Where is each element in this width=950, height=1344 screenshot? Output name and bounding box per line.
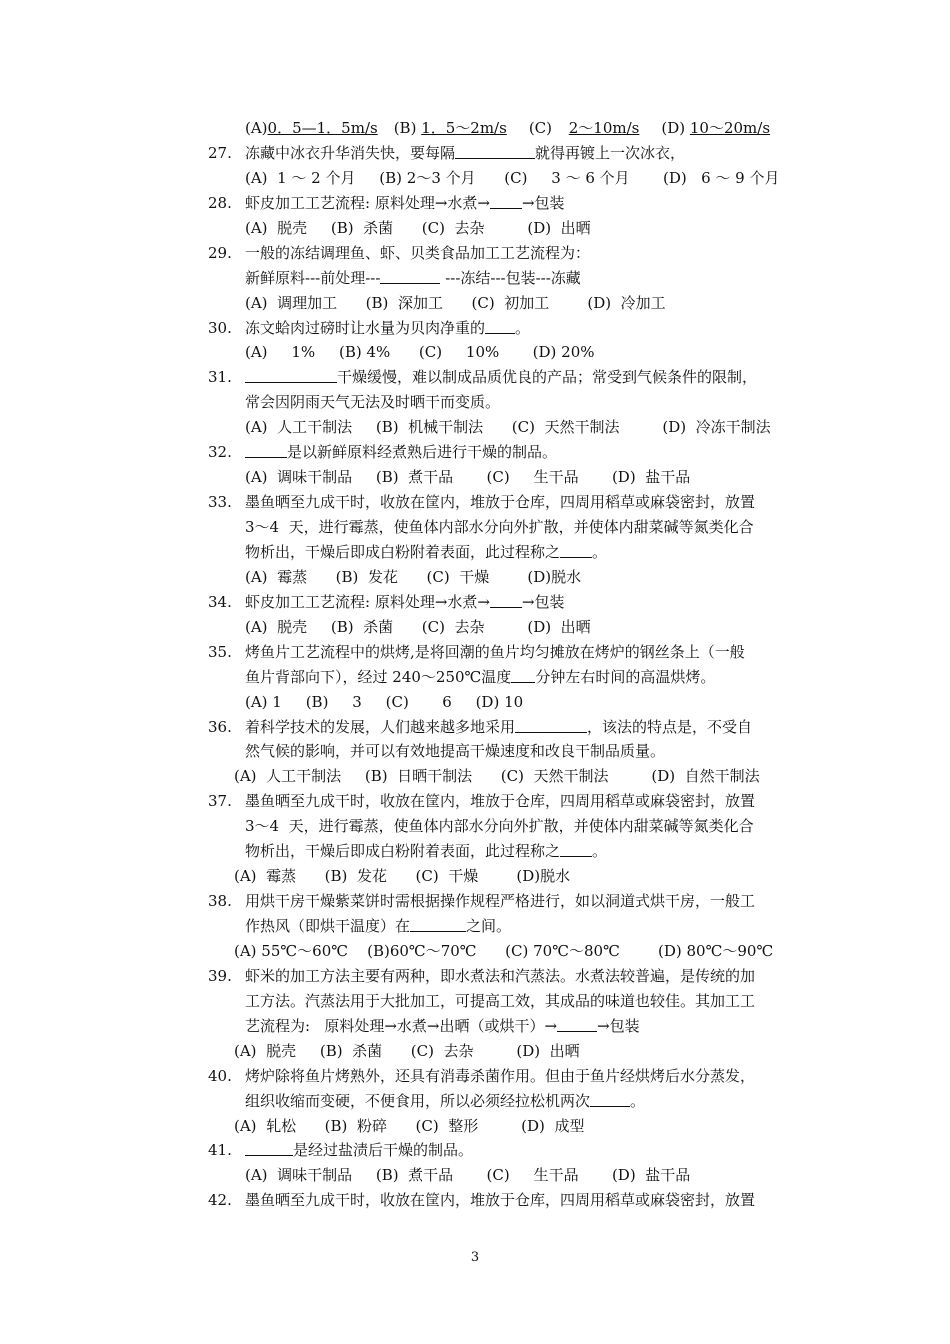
question-number: 37. [208,792,232,811]
question-list [208,116,808,1213]
question-options: (A) 调味干制品 (B) 煮干品 (C) 生干品 (D) 盐干品 [245,468,691,487]
answer-blank[interactable] [490,192,522,209]
answer-blank[interactable] [455,142,535,159]
answer-blank[interactable] [560,541,592,558]
question-options: (A) 脱壳 (B) 杀菌 (C) 去杂 (D) 出晒 [245,617,591,636]
question-number: 30. [208,318,232,337]
question-text: 组织收缩而变硬，不便食用，所以必须经拉松机两次 [245,1091,591,1110]
question-41 [208,1138,808,1163]
question-text: 就得再镀上一次冰衣， [535,143,686,162]
question-number: 27. [208,143,232,162]
question-text: 是以新鲜原料经煮熟后进行干燥的制品。 [287,443,558,462]
question-text: 用烘干房干燥紫菜饼时需根据操作规程严格进行，如以洞道式烘干房，一般工 [245,892,756,911]
question-36 [208,715,808,740]
question-text: →包装 [521,592,565,611]
question-text: 墨鱼晒至九成干时，收放在筐内，堆放于仓库，四周用稻草或麻袋密封，放置 [245,493,756,512]
question-text: 烤鱼片工艺流程中的烘烤,是将回潮的鱼片均匀摊放在烤炉的钢丝条上（一般 [245,642,745,661]
question-text: ---冻结---包装---冻藏 [440,268,581,287]
answer-blank[interactable] [410,915,466,932]
question-text: 新鲜原料---前处理--- [245,268,381,287]
question-text: ，该法的特点是，不受自 [587,717,753,736]
question-text: 烤炉除将鱼片烤熟外，还具有消毒杀菌作用。但由于鱼片经烘烤后水分蒸发， [245,1066,756,1085]
option-a: 0．5—1．5m/s [267,119,378,137]
option-a-label: (A) [245,119,268,137]
answer-blank[interactable] [511,666,535,683]
question-42 [208,1188,808,1213]
option-b: 1．5～2m/s [421,119,507,137]
question-options: (A) 轧松 (B) 粉碎 (C) 整形 (D) 成型 [234,1116,585,1135]
question-text: 虾米的加工方法主要有两种，即水煮法和汽蒸法。水煮法较普遍，是传统的加 [245,966,756,985]
question-text: 作热风（即烘干温度）在 [245,917,411,935]
question-options: (A) 1% (B) 4% (C) 10% (D) 20% [245,343,595,362]
question-number: 33. [208,493,232,512]
question-number: 41. [208,1141,232,1160]
question-number: 36. [208,717,232,736]
question-options: (A) 调理加工 (B) 深加工 (C) 初加工 (D) 冷加工 [245,293,666,312]
question-text: 3～4 天，进行霉蒸，使鱼体内部水分向外扩散，并使体内甜菜碱等氮类化合 [245,817,754,836]
question-options: (A) 1 ～ 2 个月 (B) 2～3 个月 (C) 3 ～ 6 个月 (D) 6 ～ 9 个月 [245,168,780,187]
option-d: 10～20m/s [689,119,771,137]
question-number: 31. [208,368,232,387]
question-text: 艺流程为: 原料处理→水煮→出晒（或烘干）→ [245,1016,558,1035]
question-text: 常会因阴雨天气无法及时晒干而变质。 [245,393,501,412]
question-text: 物析出，干燥后即成白粉附着表面，此过程称之 [245,842,561,861]
question-text: 墨鱼晒至九成干时，收放在筐内，堆放于仓库，四周用稻草或麻袋密封，放置 [245,792,756,811]
question-33 [208,490,808,515]
question-options: (A) 人工干制法 (B) 机械干制法 (C) 天然干制法 (D) 冷冻干制法 [245,418,771,437]
question-text: 虾皮加工工艺流程: 原料处理→水煮→ [245,193,490,212]
question-text: 。 [515,318,531,337]
question-number: 28. [208,193,232,212]
question-number: 29. [208,243,232,262]
question-number: 42. [208,1191,232,1210]
question-text: 然气候的影响，并可以有效地提高干燥速度和改良干制品质量。 [245,742,666,761]
option-d-label: (D) [661,119,690,137]
question-37 [208,789,808,814]
answer-blank[interactable] [490,591,522,608]
question-options: (A) 1 (B) 3 (C) 6 (D) 10 [245,692,524,711]
question-text: 3～4 天，进行霉蒸，使鱼体内部水分向外扩散，并使体内甜菜碱等氮类化合 [245,518,754,536]
question-options: (A) 脱壳 (B) 杀菌 (C) 去杂 (D) 出晒 [234,1041,580,1060]
question-32 [208,440,808,465]
question-number: 34. [208,592,232,611]
question-number: 39. [208,966,232,985]
question-text: 物析出，干燥后即成白粉附着表面，此过程称之 [245,542,561,561]
question-text: 之间。 [466,917,512,935]
question-31 [208,365,808,390]
question-options: (A) 霉蒸 (B) 发花 (C) 干燥 (D)脱水 [245,567,582,586]
answer-blank[interactable] [515,716,587,733]
answer-blank[interactable] [557,1015,597,1032]
question-text: 冻藏中冰衣升华消失快，要每隔 [245,143,456,162]
question-text: 工方法。汽蒸法用于大批加工，可提高工效，其成品的味道也较佳。其加工工 [245,991,756,1010]
page-number: 3 [470,1250,480,1265]
question-text: 一般的冻结调理鱼、虾、贝类食品加工工艺流程为： [245,243,591,262]
question-text: 鱼片背部向下），经过 240～250℃温度 [245,667,512,686]
option-c-label: (C) [528,119,557,137]
question-text: →包装 [597,1016,640,1035]
question-text: 。 [630,1091,646,1110]
answer-blank[interactable] [245,366,337,383]
answer-blank[interactable] [245,1139,293,1156]
q26-options [208,116,808,141]
question-text: 冻文蛤肉过磅时让水量为贝肉净重的 [245,318,486,337]
question-options: (A) 脱壳 (B) 杀菌 (C) 去杂 (D) 出晒 [245,218,591,237]
question-text: 分钟左右时间的高温烘烤。 [535,667,716,686]
question-options: (A) 55℃～60℃ (B)60℃～70℃ (C) 70℃～80℃ (D) 80℃～90℃ [234,941,774,960]
answer-blank[interactable] [560,840,592,857]
answer-blank[interactable] [380,267,440,284]
question-text: 。 [592,542,608,561]
answer-blank[interactable] [245,441,287,458]
question-text: 。 [592,842,608,861]
question-text: 着科学技术的发展，人们越来越多地采用 [245,717,516,736]
question-number: 38. [208,892,232,911]
answer-blank[interactable] [590,1090,630,1107]
question-text: 是经过盐渍后干燥的制品。 [293,1141,474,1160]
question-text: 虾皮加工工艺流程: 原料处理→水煮→ [245,592,490,611]
question-number: 40. [208,1066,232,1085]
answer-blank[interactable] [485,317,515,334]
option-b-label: (B) [393,119,422,137]
question-35 [208,640,808,665]
question-options: (A) 霉蒸 (B) 发花 (C) 干燥 (D)脱水 [234,867,571,886]
question-text: 墨鱼晒至九成干时，收放在筐内，堆放于仓库，四周用稻草或麻袋密封，放置 [245,1191,756,1210]
question-number: 32. [208,443,232,462]
question-text: 干燥缓慢，难以制成品质优良的产品；常受到气候条件的限制， [337,368,758,387]
question-38 [208,889,808,914]
question-34 [208,590,808,615]
question-27 [208,141,808,166]
option-c: 2～10m/s [568,119,640,137]
question-40 [208,1064,808,1089]
question-30 [208,316,808,341]
question-options: (A) 调味干制品 (B) 煮干品 (C) 生干品 (D) 盐干品 [245,1166,691,1185]
question-options: (A) 人工干制法 (B) 日晒干制法 (C) 天然干制法 (D) 自然干制法 [234,767,760,786]
question-text: →包装 [521,193,565,212]
question-29 [208,241,808,266]
question-39 [208,964,808,989]
question-28 [208,191,808,216]
question-number: 35. [208,642,232,661]
